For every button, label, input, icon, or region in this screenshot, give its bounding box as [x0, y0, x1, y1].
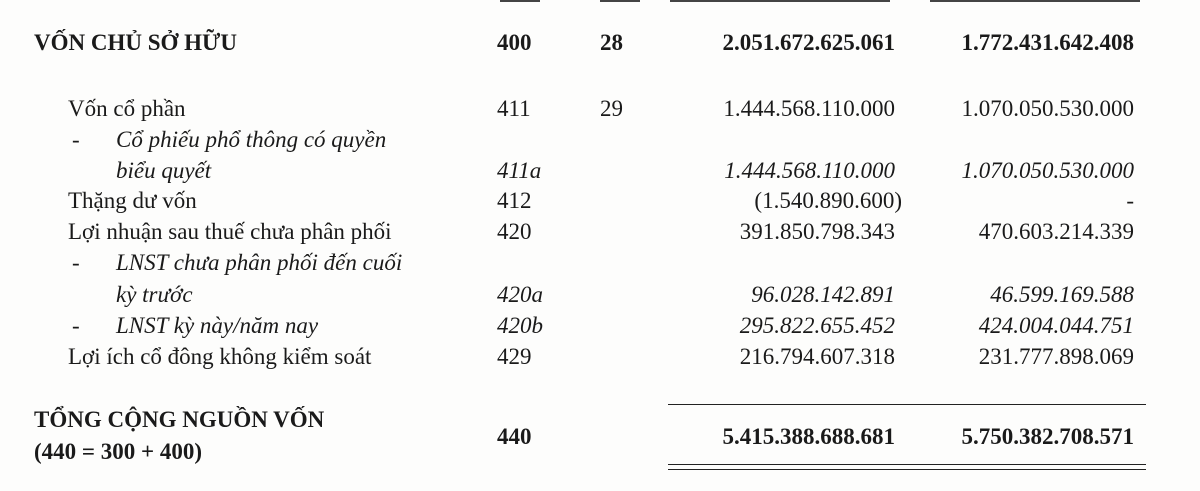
- row-dash: -: [72, 127, 80, 152]
- row-previous: 424.004.044.751: [978, 313, 1134, 338]
- equity-header-current: 2.051.672.625.061: [722, 30, 895, 55]
- top-rule-fragment: [600, 0, 640, 6]
- equity-header-row: [0, 28, 1200, 58]
- row-label-line2: kỳ trước: [116, 282, 193, 307]
- table-row: [0, 156, 1200, 186]
- row-code: 412: [497, 188, 532, 213]
- row-previous: 1.070.050.530.000: [961, 96, 1134, 121]
- total-current: 5.415.388.688.681: [722, 424, 895, 449]
- equity-header-previous: 1.772.431.642.408: [961, 30, 1134, 55]
- row-dash: -: [72, 313, 80, 338]
- row-previous: 231.777.898.069: [978, 344, 1134, 369]
- row-label-line2: biểu quyết: [116, 158, 212, 183]
- row-current: (1.540.890.600): [754, 188, 902, 213]
- row-dash: -: [72, 250, 80, 275]
- total-label-line1: TỔNG CỘNG NGUỒN VỐN: [34, 407, 325, 432]
- table-row: [0, 342, 1200, 372]
- top-rule-fragment: [500, 0, 540, 6]
- total-double-rule-1: [668, 464, 1146, 465]
- row-previous: 46.599.169.588: [990, 282, 1134, 307]
- row-current: 295.822.655.452: [739, 313, 895, 338]
- row-code: 420b: [497, 313, 543, 338]
- row-note: 29: [600, 96, 623, 121]
- total-double-rule-2: [668, 469, 1146, 470]
- total-previous: 5.750.382.708.571: [961, 424, 1134, 449]
- row-current: 1.444.568.110.000: [723, 96, 895, 121]
- row-previous: 470.603.214.339: [978, 219, 1134, 244]
- table-row: [0, 125, 1200, 155]
- total-label-line2: (440 = 300 + 400): [34, 439, 203, 464]
- table-row: [0, 94, 1200, 124]
- row-current: 216.794.607.318: [739, 344, 895, 369]
- table-row: [0, 186, 1200, 216]
- row-current: 96.028.142.891: [751, 282, 895, 307]
- row-label: Vốn cổ phần: [68, 96, 186, 121]
- row-current: 391.850.798.343: [739, 219, 895, 244]
- top-rule-fragment: [670, 0, 890, 6]
- top-rule-fragment: [930, 0, 1140, 6]
- row-label-line1: LNST chưa phân phối đến cuối: [116, 250, 403, 275]
- row-code: 420: [497, 219, 532, 244]
- row-code: 411a: [497, 158, 542, 183]
- row-code: 411: [497, 96, 531, 121]
- row-label: LNST kỳ này/năm nay: [116, 313, 319, 338]
- equity-header-note: 28: [600, 30, 623, 55]
- table-row: [0, 248, 1200, 278]
- row-label-line1: Cổ phiếu phổ thông có quyền: [116, 127, 387, 152]
- row-previous: 1.070.050.530.000: [961, 158, 1134, 183]
- row-code: 429: [497, 344, 532, 369]
- row-label: Thặng dư vốn: [68, 188, 197, 213]
- row-label: Lợi nhuận sau thuế chưa phân phối: [68, 219, 392, 244]
- row-current: 1.444.568.110.000: [724, 158, 895, 183]
- total-code: 440: [497, 424, 532, 449]
- row-previous: -: [1126, 188, 1134, 213]
- table-row: [0, 280, 1200, 310]
- row-label: Lợi ích cổ đông không kiểm soát: [68, 344, 372, 369]
- table-row: [0, 311, 1200, 341]
- row-code: 420a: [497, 282, 543, 307]
- table-row: [0, 217, 1200, 247]
- equity-header-label: VỐN CHỦ SỞ HỮU: [34, 30, 237, 55]
- equity-header-code: 400: [497, 30, 532, 55]
- total-row-line2: [0, 437, 1200, 467]
